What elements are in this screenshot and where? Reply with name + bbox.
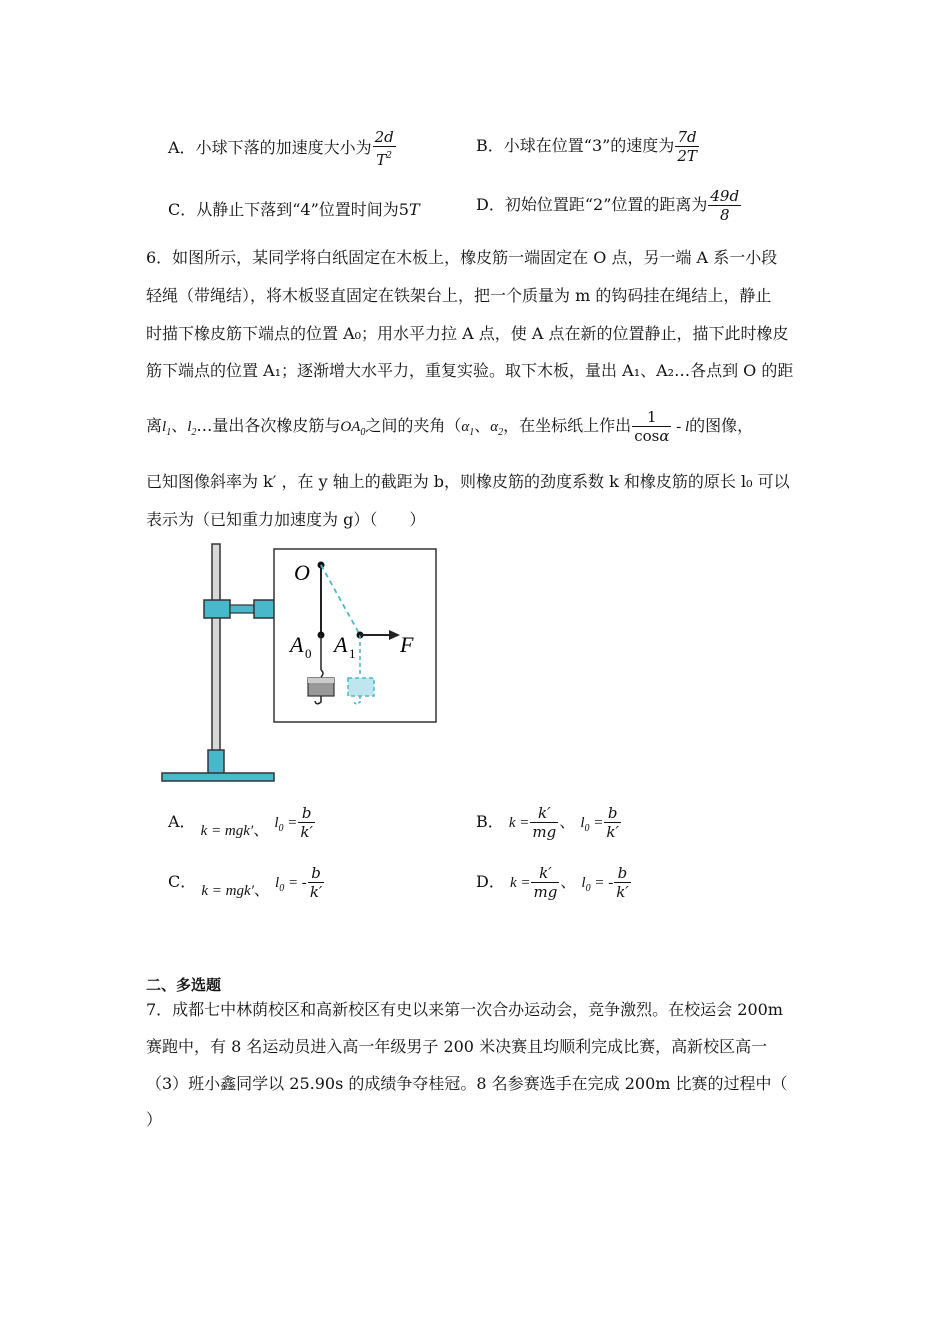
label-a1-sub: 1 [349,646,356,661]
q5-option-b: B．小球在位置“3”的速度为 $\frac{7d}{2T}$ [476,128,697,165]
label-a0-sub: 0 [305,646,312,661]
stand-rod [212,544,220,754]
clamp-bar [230,605,254,613]
clamp-left [204,600,230,618]
q5-b-fraction: $\frac{7d}{2T}$ [677,128,697,165]
q7-line-2: 赛跑中，有 8 名运动员进入高一年级男子 200 米决赛且均顺利完成比赛，高新校区高一 [146,1037,768,1056]
stand-base-block [208,750,224,774]
q6-option-a: A． k = mgk′、 $l_0$ = $\frac{b}{k'}$ [168,804,313,841]
q6-line-1: 6．如图所示，某同学将白纸固定在木板上，橡皮筋一端固定在 O 点，另一端 A 系一小段 [146,248,778,267]
q6-line-2: 轻绳（带绳结），将木板竖直固定在铁架台上，把一个质量为 m 的钩码挂在绳结上，静止 [146,286,772,305]
label-o: O [294,560,310,585]
q5-option-d: D．初始位置距“2”位置的距离为 $\frac{49d}{8}$ [476,187,740,224]
q5-a-fraction: $\frac{2d}{T^2}$ [374,128,394,169]
stand-base [162,773,274,781]
q7-line-1: 7．成都七中林荫校区和高新校区有史以来第一次合办运动会，竞争激烈。在校运会 200m [146,1000,783,1019]
q6-option-d: D． k = $\frac{k'}{mg}$ 、 $l_0$ = - $\frac{b}{k'}$ [476,864,629,901]
q6-line-7: 表示为（已知重力加速度为 g）（ ） [146,510,426,529]
q6-cos-fraction: $\frac{1}{\cos\alpha}$ [634,408,670,445]
q6-line-5: 离$l_1$、$l_2\dots$量出各次橡皮筋与$OA_0$之间的夹角（$\alpha_1$、$\alpha_2$，在坐标纸上作出 $\frac{1}{\cos\alpha}$ - l的图像， [146,408,754,445]
section-title-multiple-choice: 二、多选题 [146,976,222,994]
label-a1: A [334,632,348,657]
weight-a1 [348,678,374,696]
q6-line-6: 已知图像斜率为 k′ ，在 y 轴上的截距为 b，则橡皮筋的劲度系数 k 和橡皮筋的原长 l₀ 可以 [146,472,790,491]
q6-line-4: 筋下端点的位置 A₁；逐渐增大水平力，重复实验。取下木板，量出 A₁、A₂…各点到 O 的距 [146,361,794,380]
q6-option-c: C． k = mgk′、 $l_0$ = - $\frac{b}{k'}$ [168,864,323,901]
q7-line-3: （3）班小鑫同学以 25.90s 的成绩争夺桂冠。8 名参赛选手在完成 200m 比赛的过程中（ [146,1074,788,1093]
q6-apparatus-figure [158,540,440,786]
q5-d-fraction: $\frac{49d}{8}$ [710,187,740,224]
q5-option-a: A．小球下落的加速度大小为 $\frac{2d}{T^2}$ [168,128,394,169]
q6-line-3: 时描下橡皮筋下端点的位置 A₀；用水平力拉 A 点，使 A 点在新的位置静止，描下此时橡皮 [146,324,789,343]
q7-line-4: ） [146,1110,163,1129]
label-f: F [400,632,414,657]
q5-option-c: C．从静止下落到“4”位置时间为5T [168,200,420,219]
label-a0: A [290,632,304,657]
q6-option-b: B． k = $\frac{k'}{mg}$ 、 $l_0$ = $\frac{b}{k'}$ [476,804,619,841]
